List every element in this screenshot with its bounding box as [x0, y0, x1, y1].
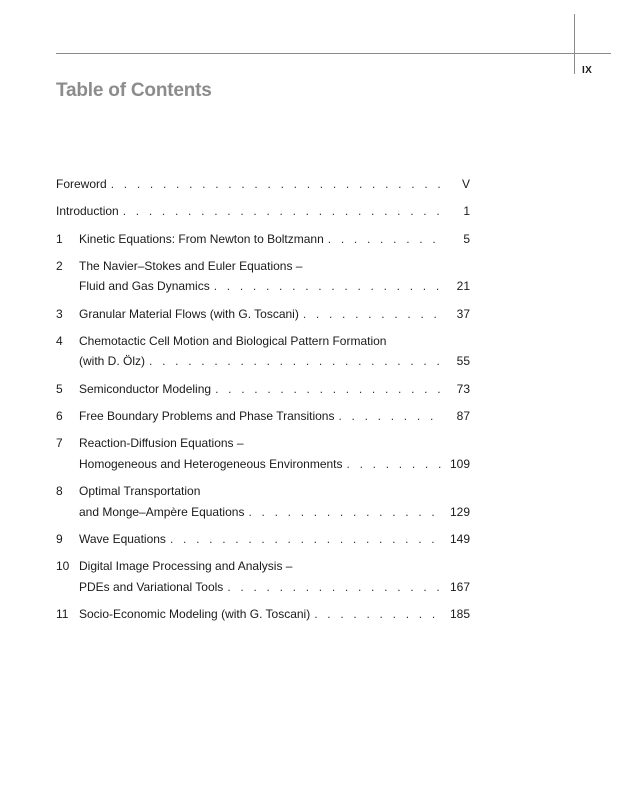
chapter-subtitle: (with D. Ölz): [79, 354, 145, 369]
table-of-contents: [56, 174, 470, 631]
toc-entry-chapter-2[interactable]: [56, 256, 470, 297]
toc-entry-chapter-1[interactable]: [56, 229, 470, 250]
toc-entry-chapter-10[interactable]: [56, 556, 470, 597]
leader-dots: [214, 276, 444, 297]
toc-entry-chapter-3[interactable]: [56, 304, 470, 325]
leader-dots: [170, 529, 444, 550]
toc-entry-chapter-8[interactable]: [56, 481, 470, 522]
leader-dots: [248, 502, 444, 523]
chapter-number: 8: [56, 484, 63, 499]
toc-entry-title: Foreword: [56, 177, 107, 191]
chapter-title: Chemotactic Cell Motion and Biological Pattern Formation: [79, 333, 387, 348]
chapter-page: 129: [449, 504, 470, 519]
chapter-page: 149: [449, 531, 470, 546]
leader-dots: [149, 351, 444, 372]
chapter-title: Socio-Economic Modeling (with G. Toscani): [79, 607, 311, 622]
toc-entry-title: Introduction: [56, 204, 119, 219]
leader-dots: [314, 604, 444, 625]
leader-dots: [347, 454, 444, 475]
chapter-number: 3: [56, 306, 63, 321]
leader-dots: [227, 577, 444, 598]
toc-entry-chapter-7[interactable]: [56, 433, 470, 474]
chapter-title: Reaction-Diffusion Equations –: [79, 436, 244, 451]
chapter-number: 9: [56, 531, 63, 546]
chapter-page: 87: [456, 409, 470, 424]
toc-entry-chapter-6[interactable]: [56, 406, 470, 427]
leader-dots: [111, 174, 444, 195]
toc-entry-chapter-4[interactable]: [56, 331, 470, 372]
chapter-subtitle: and Monge–Ampère Equations: [79, 504, 245, 519]
chapter-page: 37: [456, 306, 470, 321]
leader-dots: [338, 406, 444, 427]
chapter-number: 7: [56, 436, 63, 451]
toc-entry-chapter-5[interactable]: [56, 379, 470, 400]
chapter-page: 5: [463, 231, 470, 246]
chapter-number: 6: [56, 409, 63, 424]
chapter-title: Optimal Transportation: [79, 484, 201, 499]
chapter-number: 1: [56, 231, 63, 246]
toc-entry-foreword[interactable]: [56, 174, 470, 195]
chapter-page: 73: [456, 381, 470, 396]
header-rule-vertical: [574, 14, 575, 74]
toc-entry-introduction[interactable]: [56, 201, 470, 222]
chapter-number: 5: [56, 381, 63, 396]
chapter-number: 11: [56, 607, 69, 622]
chapter-title: Wave Equations: [79, 531, 166, 546]
chapter-number: 10: [56, 559, 70, 574]
chapter-subtitle: Fluid and Gas Dynamics: [79, 279, 210, 294]
chapter-subtitle: PDEs and Variational Tools: [79, 579, 224, 594]
chapter-page: 109: [449, 456, 470, 471]
chapter-title: Semiconductor Modeling: [79, 381, 212, 396]
leader-dots: [215, 379, 444, 400]
chapter-page: 167: [449, 579, 470, 594]
leader-dots: [328, 229, 444, 250]
page-number: IX: [582, 65, 593, 76]
leader-dots: [303, 304, 444, 325]
toc-entry-chapter-9[interactable]: [56, 529, 470, 550]
chapter-title: The Navier–Stokes and Euler Equations –: [79, 258, 303, 273]
chapter-title: Digital Image Processing and Analysis –: [79, 559, 293, 574]
chapter-subtitle: Homogeneous and Heterogeneous Environments: [79, 456, 343, 471]
chapter-title: Kinetic Equations: From Newton to Boltzmann: [79, 231, 324, 246]
leader-dots: [123, 201, 444, 222]
header-rule-horizontal: [56, 53, 611, 54]
toc-entry-chapter-11[interactable]: [56, 604, 470, 625]
chapter-page: 21: [456, 279, 470, 294]
chapter-number: 2: [56, 258, 63, 273]
chapter-title: Granular Material Flows (with G. Toscani): [79, 306, 299, 321]
toc-entry-page: 1: [463, 204, 470, 219]
toc-entry-page: V: [461, 177, 470, 191]
chapter-title: Free Boundary Problems and Phase Transitions: [79, 409, 335, 424]
chapter-page: 185: [449, 607, 470, 622]
chapter-number: 4: [56, 333, 63, 348]
page-title: Table of Contents: [56, 80, 212, 101]
chapter-page: 55: [456, 354, 470, 369]
